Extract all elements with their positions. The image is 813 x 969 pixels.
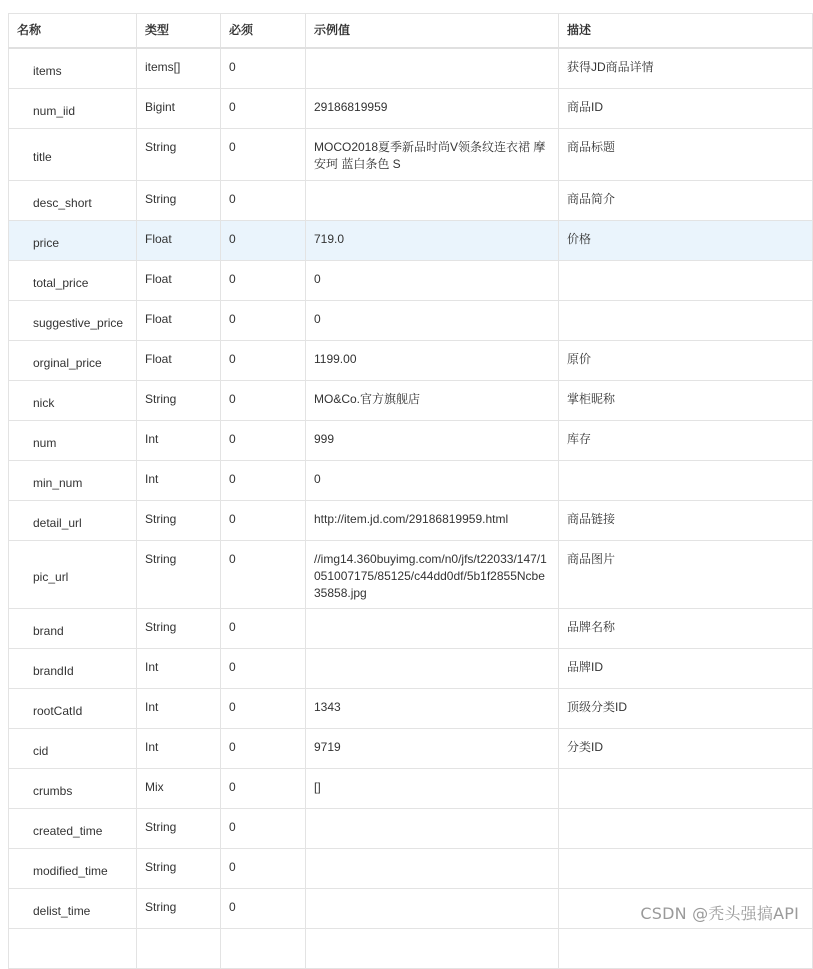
cell-required: 0 (221, 808, 306, 848)
table-row (9, 380, 813, 420)
cell-name: cid (9, 728, 137, 768)
cell-example: 999 (306, 420, 559, 460)
cell-type: Int (137, 420, 221, 460)
cell-description: 原价 (559, 340, 813, 380)
cell-description: 分类ID (559, 728, 813, 768)
cell-example (306, 888, 559, 928)
cell-example: //img14.360buyimg.com/n0/jfs/t22033/147/1051007175/85125/c44dd0df/5b1f2855Ncbe35858.jpg (306, 540, 559, 608)
cell-required: 0 (221, 128, 306, 180)
cell-type: String (137, 128, 221, 180)
column-header-name: 名称 (9, 14, 137, 49)
api-params-table (8, 13, 813, 969)
cell-example: http://item.jd.com/29186819959.html (306, 500, 559, 540)
cell-name: title (9, 128, 137, 180)
cell-description (559, 460, 813, 500)
table-row (9, 340, 813, 380)
cell-type: Int (137, 460, 221, 500)
cell-example (306, 808, 559, 848)
cell-name: price (9, 220, 137, 260)
cell-description: 库存 (559, 420, 813, 460)
cell-required: 0 (221, 300, 306, 340)
cell-name: modified_time (9, 848, 137, 888)
cell-example: 1343 (306, 688, 559, 728)
cell-description: 品牌ID (559, 648, 813, 688)
cell-type: String (137, 540, 221, 608)
cell-example: 0 (306, 460, 559, 500)
cell-required: 0 (221, 648, 306, 688)
cell-name: num_iid (9, 88, 137, 128)
cell-type: Int (137, 648, 221, 688)
table-row (9, 848, 813, 888)
cell-type: String (137, 888, 221, 928)
cell-name: brand (9, 608, 137, 648)
cell-required: 0 (221, 88, 306, 128)
table-row (9, 300, 813, 340)
table-row (9, 688, 813, 728)
cell-required: 0 (221, 888, 306, 928)
column-header-example: 示例值 (306, 14, 559, 49)
cell-description (559, 808, 813, 848)
cell-required: 0 (221, 340, 306, 380)
cell-type: Float (137, 340, 221, 380)
cell-required: 0 (221, 848, 306, 888)
table-row (9, 608, 813, 648)
cell-name: items (9, 48, 137, 88)
table-row (9, 88, 813, 128)
cell-example: MOCO2018夏季新品时尚V领条纹连衣裙 摩安珂 蓝白条色 S (306, 128, 559, 180)
cell-required: 0 (221, 688, 306, 728)
cell-description: 商品ID (559, 88, 813, 128)
cell-required: 0 (221, 48, 306, 88)
cell-type: Int (137, 688, 221, 728)
table-row (9, 728, 813, 768)
cell-description (559, 768, 813, 808)
cell-name: detail_url (9, 500, 137, 540)
cell-name: delist_time (9, 888, 137, 928)
cell-example: 0 (306, 300, 559, 340)
column-header-type: 类型 (137, 14, 221, 49)
table-row (9, 540, 813, 608)
cell-example: [] (306, 768, 559, 808)
header-row (9, 14, 813, 49)
table-row (9, 128, 813, 180)
cell-description (559, 848, 813, 888)
table-row (9, 180, 813, 220)
cell-example: 719.0 (306, 220, 559, 260)
table-row (9, 220, 813, 260)
cell-required: 0 (221, 728, 306, 768)
cell-description (559, 928, 813, 968)
cell-name: brandId (9, 648, 137, 688)
cell-required (221, 928, 306, 968)
cell-type: String (137, 180, 221, 220)
cell-name: num (9, 420, 137, 460)
cell-description: 商品链接 (559, 500, 813, 540)
cell-type: Float (137, 260, 221, 300)
cell-type: String (137, 500, 221, 540)
cell-required: 0 (221, 380, 306, 420)
table-row (9, 260, 813, 300)
table-row (9, 460, 813, 500)
cell-name: total_price (9, 260, 137, 300)
cell-required: 0 (221, 608, 306, 648)
cell-type: items[] (137, 48, 221, 88)
table-body (9, 48, 813, 968)
table-row (9, 420, 813, 460)
cell-name: nick (9, 380, 137, 420)
cell-required: 0 (221, 460, 306, 500)
cell-name: min_num (9, 460, 137, 500)
cell-description: 获得JD商品详情 (559, 48, 813, 88)
cell-name: pic_url (9, 540, 137, 608)
cell-required: 0 (221, 260, 306, 300)
cell-description: 价格 (559, 220, 813, 260)
cell-name: desc_short (9, 180, 137, 220)
table-row (9, 648, 813, 688)
cell-type: Float (137, 220, 221, 260)
cell-example (306, 608, 559, 648)
cell-description: 商品简介 (559, 180, 813, 220)
cell-name (9, 928, 137, 968)
cell-type (137, 928, 221, 968)
cell-description: 商品图片 (559, 540, 813, 608)
table-row (9, 48, 813, 88)
cell-example: 29186819959 (306, 88, 559, 128)
cell-required: 0 (221, 180, 306, 220)
cell-example (306, 48, 559, 88)
cell-example: 9719 (306, 728, 559, 768)
cell-example: 1199.00 (306, 340, 559, 380)
table-row (9, 808, 813, 848)
cell-example: 0 (306, 260, 559, 300)
cell-type: String (137, 848, 221, 888)
cell-description (559, 300, 813, 340)
column-header-required: 必须 (221, 14, 306, 49)
cell-name: rootCatId (9, 688, 137, 728)
cell-example (306, 928, 559, 968)
cell-type: Bigint (137, 88, 221, 128)
cell-name: suggestive_price (9, 300, 137, 340)
table-row (9, 500, 813, 540)
cell-type: String (137, 808, 221, 848)
cell-required: 0 (221, 540, 306, 608)
cell-description: 顶级分类ID (559, 688, 813, 728)
table-header (9, 14, 813, 49)
cell-required: 0 (221, 768, 306, 808)
cell-type: Int (137, 728, 221, 768)
cell-type: String (137, 380, 221, 420)
cell-name: crumbs (9, 768, 137, 808)
table-row (9, 768, 813, 808)
table-row (9, 928, 813, 968)
cell-description: 品牌名称 (559, 608, 813, 648)
cell-type: Float (137, 300, 221, 340)
cell-required: 0 (221, 420, 306, 460)
cell-description: 掌柜昵称 (559, 380, 813, 420)
cell-required: 0 (221, 500, 306, 540)
cell-description: 商品标题 (559, 128, 813, 180)
cell-required: 0 (221, 220, 306, 260)
csdn-watermark: CSDN @秃头强搞API (640, 904, 799, 923)
cell-name: orginal_price (9, 340, 137, 380)
cell-example: MO&Co.官方旗舰店 (306, 380, 559, 420)
cell-example (306, 848, 559, 888)
cell-type: String (137, 608, 221, 648)
cell-description (559, 260, 813, 300)
cell-type: Mix (137, 768, 221, 808)
cell-example (306, 648, 559, 688)
cell-name: created_time (9, 808, 137, 848)
cell-example (306, 180, 559, 220)
column-header-description: 描述 (559, 14, 813, 49)
